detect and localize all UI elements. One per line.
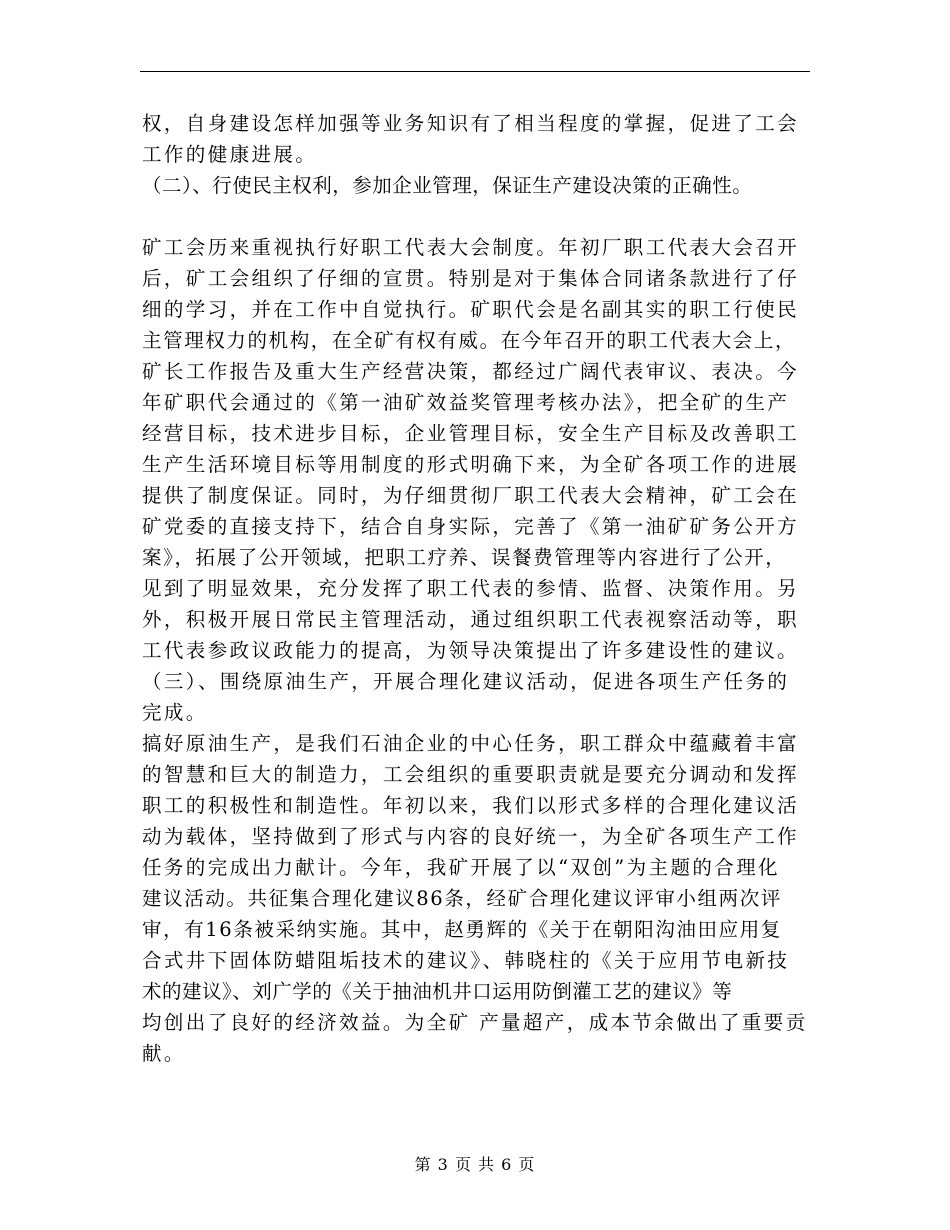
text-line: 后，矿工会组织了仔细的宣贯。特别是对于集体合同诸条款进行了仔 xyxy=(142,267,800,290)
text-line: 均创出了良好的经济效益。为全矿 产量超产，成本节余做出了重要贡 xyxy=(142,1011,808,1034)
section-heading: （三）、围绕原油生产，开展合理化建议活动，促进各项生产任务的 xyxy=(142,670,790,693)
page-number: 第 3 页 共 6 页 xyxy=(414,1155,536,1174)
text-line: 案》，拓展了公开领域，把职工疗养、误餐费管理等内容进行了公开， xyxy=(142,546,787,569)
text-line: 见到了明显效果，充分发挥了职工代表的参情、监督、决策作用。另 xyxy=(142,577,800,600)
text-line: 合式井下固体防蜡阻垢技术的建议》、韩晓柱的《关于应用节电新技 xyxy=(142,949,790,972)
text-line: 矿工会历来重视执行好职工代表大会制度。年初厂职工代表大会召开 xyxy=(142,236,800,259)
section-heading: （二）、行使民主权利，参加企业管理，保证生产建设决策的正确性。 xyxy=(142,174,753,197)
text-line: 献。 xyxy=(142,1042,186,1065)
text-line: 主管理权力的机构，在全矿有权有威。在今年召开的职工代表大会上， xyxy=(142,329,797,352)
text-line: 经营目标，技术进步目标，企业管理目标，安全生产目标及改善职工 xyxy=(142,422,800,445)
text-line: 外，积极开展日常民主管理活动，通过组织职工代表视察活动等，职 xyxy=(142,608,800,631)
text-line: 细的学习，并在工作中自觉执行。矿职代会是名副其实的职工行使民 xyxy=(142,298,800,321)
text-line: 职工的积极性和制造性。年初以来，我们以形式多样的合理化建议活 xyxy=(142,794,800,817)
text-line: 提供了制度保证。同时，为仔细贯彻厂职工代表大会精神，矿工会在 xyxy=(142,484,800,507)
text-line: 矿长工作报告及重大生产经营决策，都经过广阔代表审议、表决。今 xyxy=(142,360,800,383)
text-line: 矿党委的直接支持下，结合自身实际，完善了《第一油矿矿务公开方 xyxy=(142,515,800,538)
text-line: 工代表参政议政能力的提高，为领导决策提出了许多建设性的建议。 xyxy=(142,639,800,662)
text-line: 动为载体，坚持做到了形式与内容的良好统一，为全矿各项生产工作 xyxy=(142,825,800,848)
text-line: 年矿职代会通过的《第一油矿效益奖管理考核办法》，把全矿的生产 xyxy=(142,391,790,414)
text-line: 工作的健康进展。 xyxy=(142,143,318,166)
text-line: 建议活动。共征集合理化建议86条，经矿合理化建议评审小组两次评 xyxy=(142,887,782,910)
text-line: 审，有16条被采纳实施。其中，赵勇辉的《关于在朝阳沟油田应用复 xyxy=(142,918,782,941)
text-line: 术的建议》、刘广学的《关于抽油机井口运用防倒灌工艺的建议》等 xyxy=(142,980,733,1003)
paragraph-gap xyxy=(142,201,812,232)
document-body xyxy=(142,108,812,1069)
header-rule xyxy=(140,71,810,72)
text-line: 任务的完成出力献计。今年，我矿开展了以“双创”为主题的合理化 xyxy=(142,856,780,879)
text-line: 搞好原油生产，是我们石油企业的中心任务，职工群众中蕴藏着丰富 xyxy=(142,732,800,755)
text-line: 权，自身建设怎样加强等业务知识有了相当程度的掌握，促进了工会 xyxy=(142,112,800,135)
text-line: 生产生活环境目标等用制度的形式明确下来，为全矿各项工作的进展 xyxy=(142,453,800,476)
section-heading: 完成。 xyxy=(142,701,208,724)
text-line: 的智慧和巨大的制造力，工会组织的重要职责就是要充分调动和发挥 xyxy=(142,763,800,786)
